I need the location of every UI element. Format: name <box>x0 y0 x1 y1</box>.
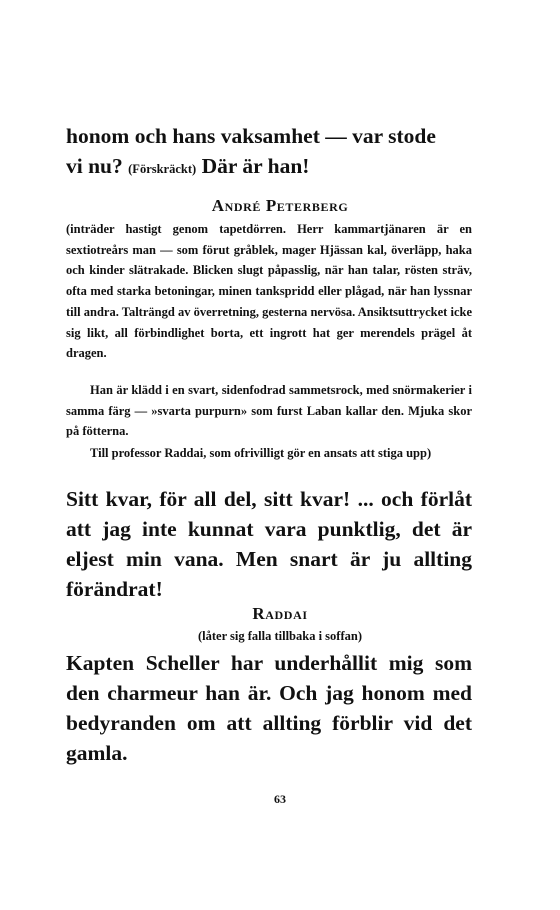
speech-vi-nu: vi nu? <box>66 154 123 178</box>
stage-direction-entrance: (inträder hastigt genom tapetdörren. Herr kammartjänaren är en sextiotreårs man — som förut gråblek, mager Hjässan kal, överläpp, haka och kinder slätrakade. Blicken slugt påpasslig, när han talar, rösten sträv, ofta med starka betoningar, minen tankspridd eller plågad, när han lyssnar till andra. Talträngd av överretning, gesterna nervösa. Ansiktsuttrycket icke sig likt, all förbindlighet borta, ett ingrott hat ger merendels prägel åt dragen. <box>66 222 472 361</box>
stage-direction-costume: Han är klädd i en svart, sidenfodrad sammetsrock, med snörmakerier i samma färg — »svarta purpurn» som furst Laban kallar den. Mjuka skor på fötterna. <box>66 383 472 439</box>
stage-direction-raddai: (låter sig falla tillbaka i soffan) <box>197 629 362 643</box>
speaker-andre-peterberg: André Peterberg <box>211 196 349 215</box>
stage-aside: (Förskräckt) <box>128 162 197 176</box>
speech-dar-ar-han: Där är han! <box>201 154 310 178</box>
continued-speech <box>66 121 472 184</box>
speaker-raddai: Raddai <box>252 604 308 623</box>
speech-raddai: Kapten Scheller har underhållit mig som den charmeur han är. Och jag honom med bedyranden om att allting förblir vid det gamla. <box>66 651 472 765</box>
page-number: 63 <box>274 792 286 806</box>
speech-andre: Sitt kvar, för all del, sitt kvar! ... och förlåt att jag inte kunnat vara punktlig, det är eljest min vana. Men snart är ju allting förändrat! <box>66 487 472 601</box>
stage-direction-to-raddai: Till professor Raddai, som ofrivilligt gör en ansats att stiga upp) <box>90 446 432 460</box>
speech-line-1: honom och hans vaksamhet — var stode <box>66 124 436 148</box>
